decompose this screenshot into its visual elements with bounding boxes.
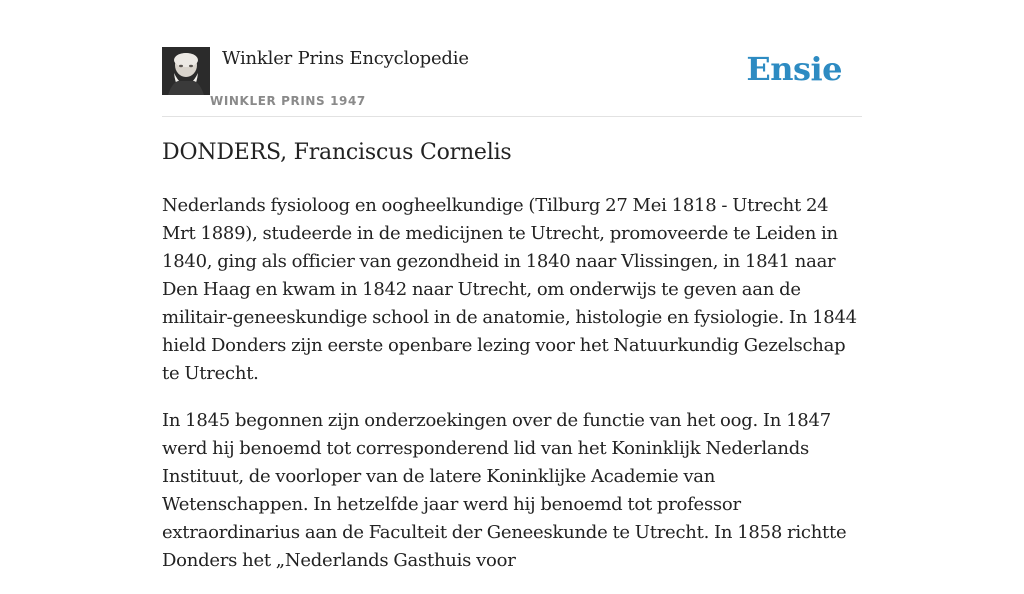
paragraph: In 1845 begonnen zijn onderzoekingen over de functie van het oog. In 1847 werd hij benoemd tot corresponderend lid van het Koninklijk Nederlands Instituut, de voorloper van de latere Koninklijke Academie van Wetenschappen. In hetzelfde jaar werd hij benoemd tot professor extraordinarius aan de Faculteit der Geneeskunde te Utrecht. In 1858 richtte Donders het „Nederlands Gasthuis voor <box>162 410 847 571</box>
source-edition: WINKLER PRINS 1947 <box>210 94 366 108</box>
portrait-icon[interactable] <box>162 47 210 95</box>
page-title: DONDERS, Franciscus Cornelis <box>162 140 512 165</box>
source-name[interactable]: Winkler Prins Encyclopedie <box>222 48 469 69</box>
brand-logo[interactable]: Ensie <box>746 50 842 88</box>
article-body <box>162 192 862 594</box>
source-header <box>162 46 862 117</box>
paragraph: Nederlands fysioloog en oogheelkundige (Tilburg 27 Mei 1818 - Utrecht 24 Mrt 1889), studeerde in de medicijnen te Utrecht, promoveerde te Leiden in 1840, ging als officier van gezondheid in 1840 naar Vlissingen, in 1841 naar Den Haag en kwam in 1842 naar Utrecht, om onderwijs te geven aan de militair-geneeskundige school in de anatomie, histologie en fysiologie. In 1844 hield Donders zijn eerste openbare lezing voor het Natuurkundig Gezelschap te Utrecht. <box>162 195 857 384</box>
